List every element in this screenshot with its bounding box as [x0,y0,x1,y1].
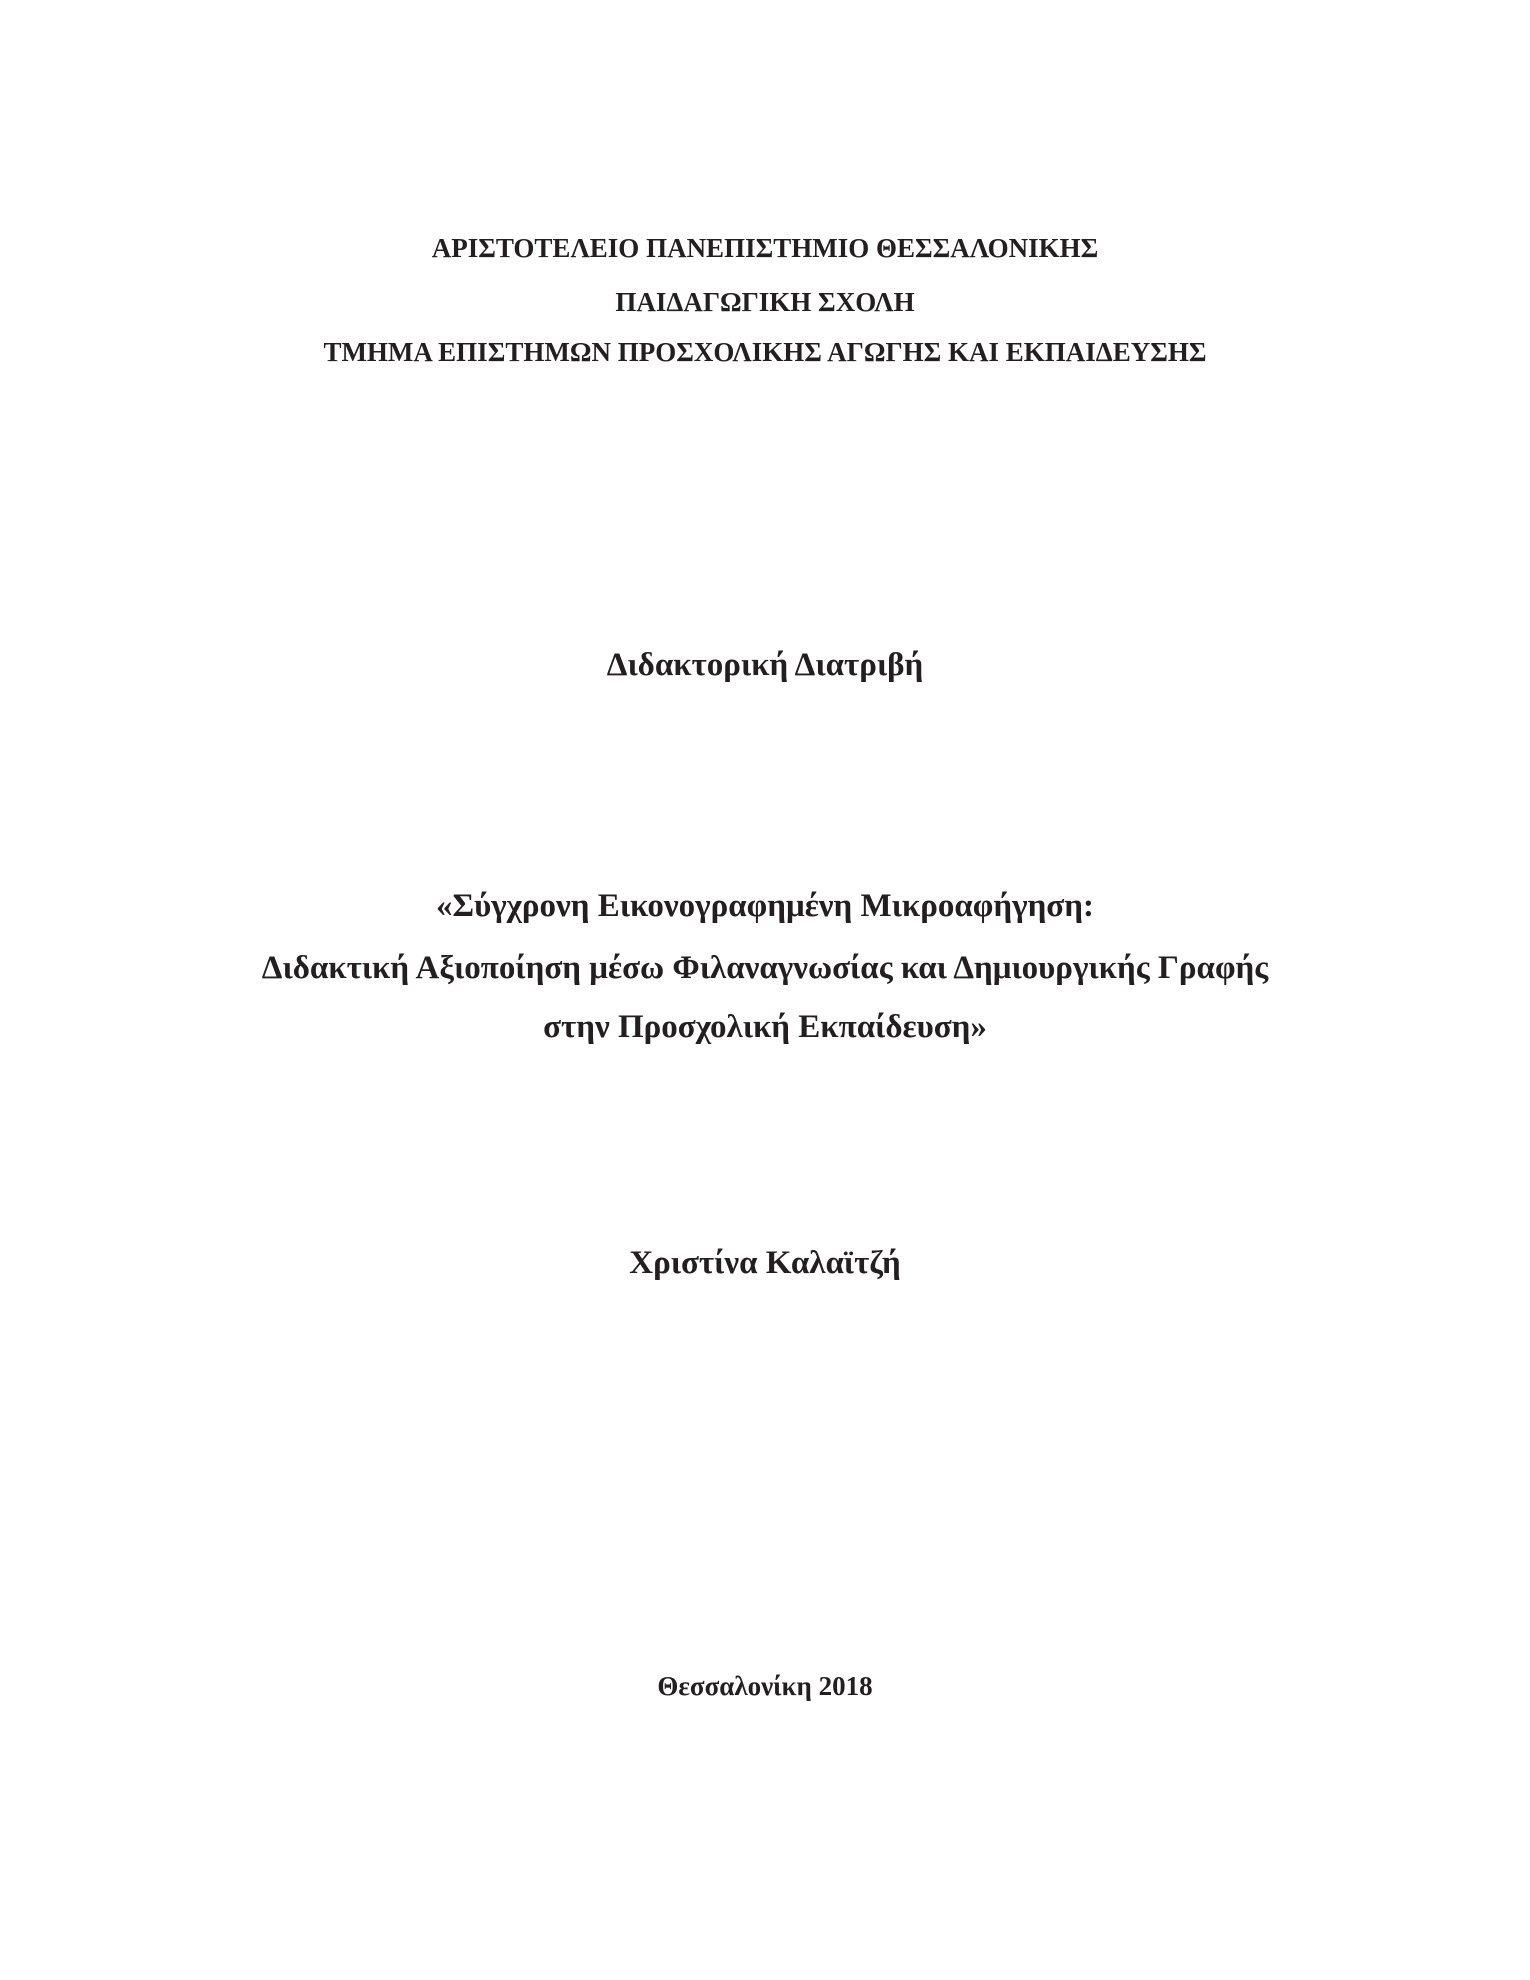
thesis-title-line-3: στην Προσχολική Εκπαίδευση» [543,1009,987,1045]
author-name: Χριστίνα Καλαϊτζή [629,1245,901,1281]
thesis-title-line-1: «Σύγχρονη Εικονογραφημένη Μικροαφήγηση: [436,888,1094,924]
thesis-title-line-2: Διδακτική Αξιοποίηση μέσω Φιλαναγνωσίας και Δημιουργικής Γραφής [261,950,1269,986]
school-name: ΠΑΙΔΑΓΩΓΙΚΗ ΣΧΟΛΗ [615,287,915,317]
university-name: ΑΡΙΣΤΟΤΕΛΕΙΟ ΠΑΝΕΠΙΣΤΗΜΙΟ ΘΕΣΣΑΛΟΝΙΚΗΣ [431,233,1099,263]
department-name: ΤΜΗΜΑ ΕΠΙΣΤΗΜΩΝ ΠΡΟΣΧΟΛΙΚΗΣ ΑΓΩΓΗΣ ΚΑΙ ΕΚΠΑΙΔΕΥΣΗΣ [323,337,1207,367]
place-and-year: Θεσσαλονίκη 2018 [657,1671,873,1701]
document-type: Διδακτορική Διατριβή [606,647,924,683]
